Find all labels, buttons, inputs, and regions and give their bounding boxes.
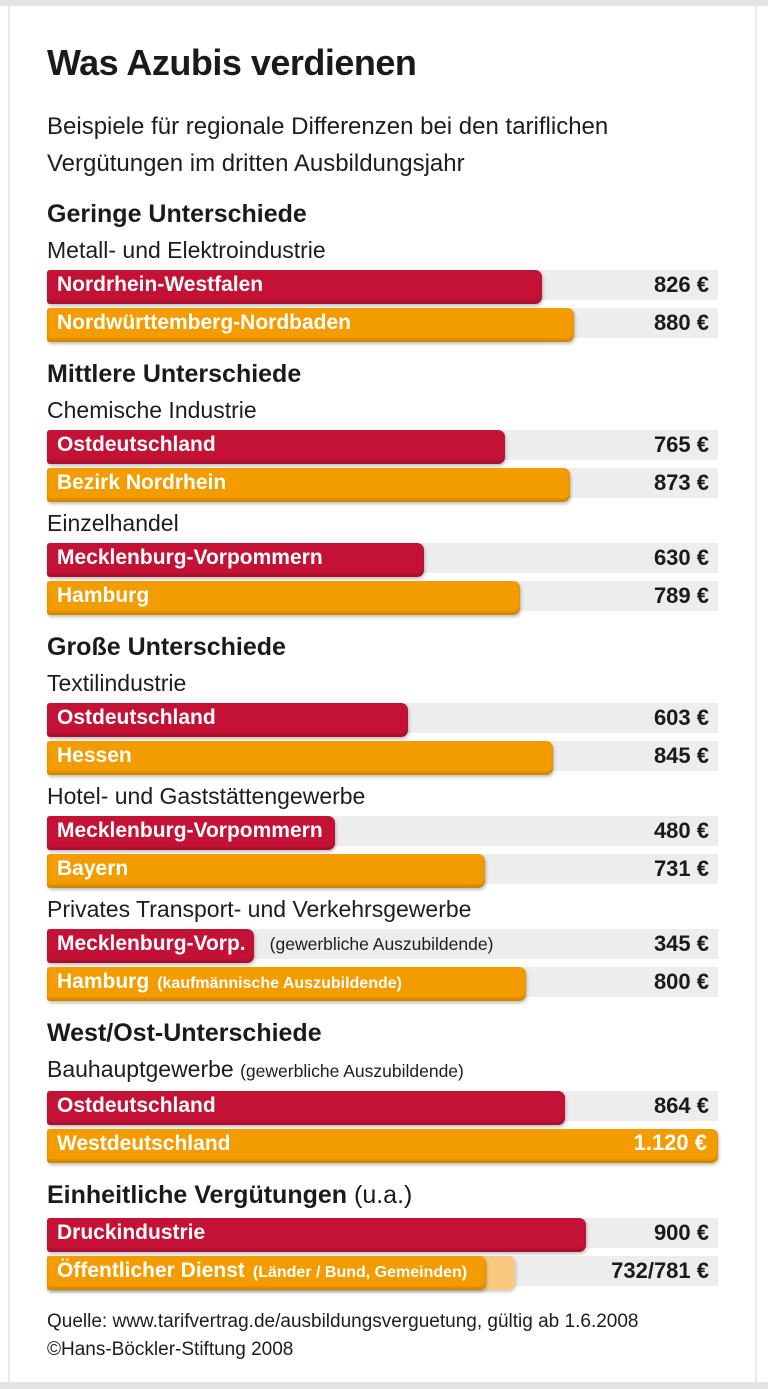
chart-section-mittlere-unterschiede: [47, 360, 718, 615]
bar-value: 630 €: [653, 545, 709, 570]
chart-section-große-unterschiede: [47, 633, 718, 1001]
bar-row: [47, 967, 718, 1001]
page-subtitle: Beispiele für regionale Differenzen bei den tariflichen Vergütungen im dritten Ausbildungsjahr: [47, 113, 609, 177]
section-heading: [47, 1019, 718, 1048]
source-line: Quelle: www.tarifvertrag.de/ausbildungsverguetung, gültig ab 1.6.2008: [47, 1311, 639, 1332]
bar-note-inside: (kaufmännische Auszubildende): [157, 975, 402, 992]
bar-row: [47, 468, 718, 502]
bar-label: Mecklenburg-Vorp.: [57, 932, 246, 955]
bar-row: [47, 929, 718, 963]
bar-note-outside: (gewerbliche Auszubildende): [269, 934, 494, 954]
bar-label: Ostdeutschland: [57, 433, 216, 456]
bar-label: Ostdeutschland: [57, 1094, 216, 1117]
bar-mecklenburg-vorpommern: [47, 816, 335, 850]
bar-label: Bezirk Nordrhein: [57, 471, 227, 494]
bar-row: [47, 1218, 718, 1252]
industry-label-text: Privates Transport- und Verkehrsgewerbe: [47, 896, 472, 922]
industry-label-text: Metall- und Elektroindustrie: [47, 237, 326, 263]
chart-section-west-ost-unterschiede: [47, 1019, 718, 1163]
bar-öffentlicher-dienst: [47, 1256, 486, 1290]
industry-note: (gewerbliche Auszubildende): [240, 1061, 464, 1081]
bar-ostdeutschland: [47, 1091, 565, 1125]
industry-group: [47, 783, 718, 888]
industry-group: [47, 510, 718, 615]
bar-westdeutschland: [47, 1129, 718, 1163]
bar-mecklenburg-vorpommern: [47, 543, 424, 577]
section-heading-text: Einheitliche Vergütungen: [47, 1181, 348, 1209]
bar-value: 800 €: [653, 969, 709, 994]
industry-label: [47, 237, 718, 264]
chart-section-einheitliche-vergütungen: [47, 1181, 718, 1290]
frame-left: [8, 6, 10, 1382]
bar-ostdeutschland: [47, 703, 408, 737]
bar-label: Ostdeutschland: [57, 706, 216, 729]
section-heading-text: West/Ost-Unterschiede: [47, 1019, 322, 1047]
bar-value: 789 €: [653, 583, 709, 608]
copyright-line: ©Hans-Böckler-Stiftung 2008: [47, 1339, 294, 1360]
bar-label: Druckindustrie: [57, 1221, 206, 1244]
industry-group: [47, 896, 718, 1001]
bar-value: 873 €: [653, 470, 709, 495]
footer: [47, 1308, 718, 1364]
section-heading-note: (u.a.): [354, 1181, 413, 1209]
bar-label: Nordwürttemberg-Nordbaden: [57, 311, 351, 334]
bar-row: [47, 1129, 718, 1163]
bar-row: [47, 703, 718, 737]
industry-label-text: Hotel- und Gaststättengewerbe: [47, 783, 366, 809]
bar-hamburg: [47, 581, 520, 615]
bar-row: [47, 741, 718, 775]
bar-value: 731 €: [653, 856, 709, 881]
bar-value: 480 €: [653, 818, 709, 843]
section-heading: [47, 200, 718, 229]
bar-label: Hamburg: [57, 584, 150, 607]
section-heading: [47, 633, 718, 662]
bar-mecklenburg-vorp: [47, 929, 254, 963]
bar-ostdeutschland: [47, 430, 505, 464]
industry-group: [47, 670, 718, 775]
chart-sections: [47, 200, 718, 1290]
industry-label: [47, 510, 718, 537]
bar-row: [47, 308, 718, 342]
infographic: [47, 0, 718, 1364]
industry-label: [47, 397, 718, 424]
industry-label-text: Bauhauptgewerbe: [47, 1056, 234, 1082]
bar-value: 345 €: [653, 931, 709, 956]
page-title: Was Azubis verdienen: [47, 42, 417, 83]
bar-value: 864 €: [653, 1093, 709, 1118]
bar-value: 880 €: [653, 310, 709, 335]
frame-right: [755, 6, 757, 1382]
bar-value: 765 €: [653, 432, 709, 457]
bar-value: 603 €: [653, 705, 709, 730]
bar-bezirk-nordrhein: [47, 468, 570, 502]
bar-label: Westdeutschland: [57, 1132, 231, 1155]
bar-hessen: [47, 741, 553, 775]
bar-hamburg: [47, 967, 526, 1001]
bar-row: [47, 581, 718, 615]
bar-label: Hamburg: [57, 970, 150, 993]
section-heading: [47, 360, 718, 389]
bar-row: [47, 1256, 718, 1290]
frame-bottom: [0, 1382, 768, 1389]
bar-druckindustrie: [47, 1218, 586, 1252]
bar-label: Bayern: [57, 857, 129, 880]
section-heading-text: Große Unterschiede: [47, 633, 286, 661]
industry-group: [47, 1056, 718, 1163]
bar-row: [47, 543, 718, 577]
bar-label: Nordrhein-Westfalen: [57, 273, 264, 296]
industry-label: [47, 1056, 718, 1085]
bar-value-inside: 1.120 €: [633, 1130, 707, 1155]
industry-group: [47, 237, 718, 342]
bar-row: [47, 430, 718, 464]
bar-bayern: [47, 854, 485, 888]
section-heading: [47, 1181, 718, 1210]
bar-label: Mecklenburg-Vorpommern: [57, 819, 323, 842]
chart-section-geringe-unterschiede: [47, 200, 718, 342]
bar-label: Hessen: [57, 744, 132, 767]
section-heading-text: Mittlere Unterschiede: [47, 360, 302, 388]
bar-row: [47, 1091, 718, 1125]
industry-label: [47, 670, 718, 697]
bar-row: [47, 854, 718, 888]
bar-note-inside: (Länder / Bund, Gemeinden): [252, 1264, 468, 1281]
bar-value: 732/781 €: [611, 1258, 709, 1283]
industry-label-text: Einzelhandel: [47, 510, 179, 536]
bar-nordwürttemberg-nordbaden: [47, 308, 574, 342]
industry-label: [47, 783, 718, 810]
bar-row: [47, 270, 718, 304]
bar-label: Mecklenburg-Vorpommern: [57, 546, 323, 569]
section-heading-text: Geringe Unterschiede: [47, 200, 307, 228]
industry-label-text: Chemische Industrie: [47, 397, 257, 423]
bar-value: 845 €: [653, 743, 709, 768]
industry-label: [47, 896, 718, 923]
bar-value: 826 €: [653, 272, 709, 297]
industry-group: [47, 397, 718, 502]
bar-nordrhein-westfalen: [47, 270, 542, 304]
industry-group: [47, 1218, 718, 1290]
industry-label-text: Textilindustrie: [47, 670, 187, 696]
bar-row: [47, 816, 718, 850]
bar-value: 900 €: [653, 1220, 709, 1245]
bar-label: Öffentlicher Dienst: [57, 1259, 245, 1282]
